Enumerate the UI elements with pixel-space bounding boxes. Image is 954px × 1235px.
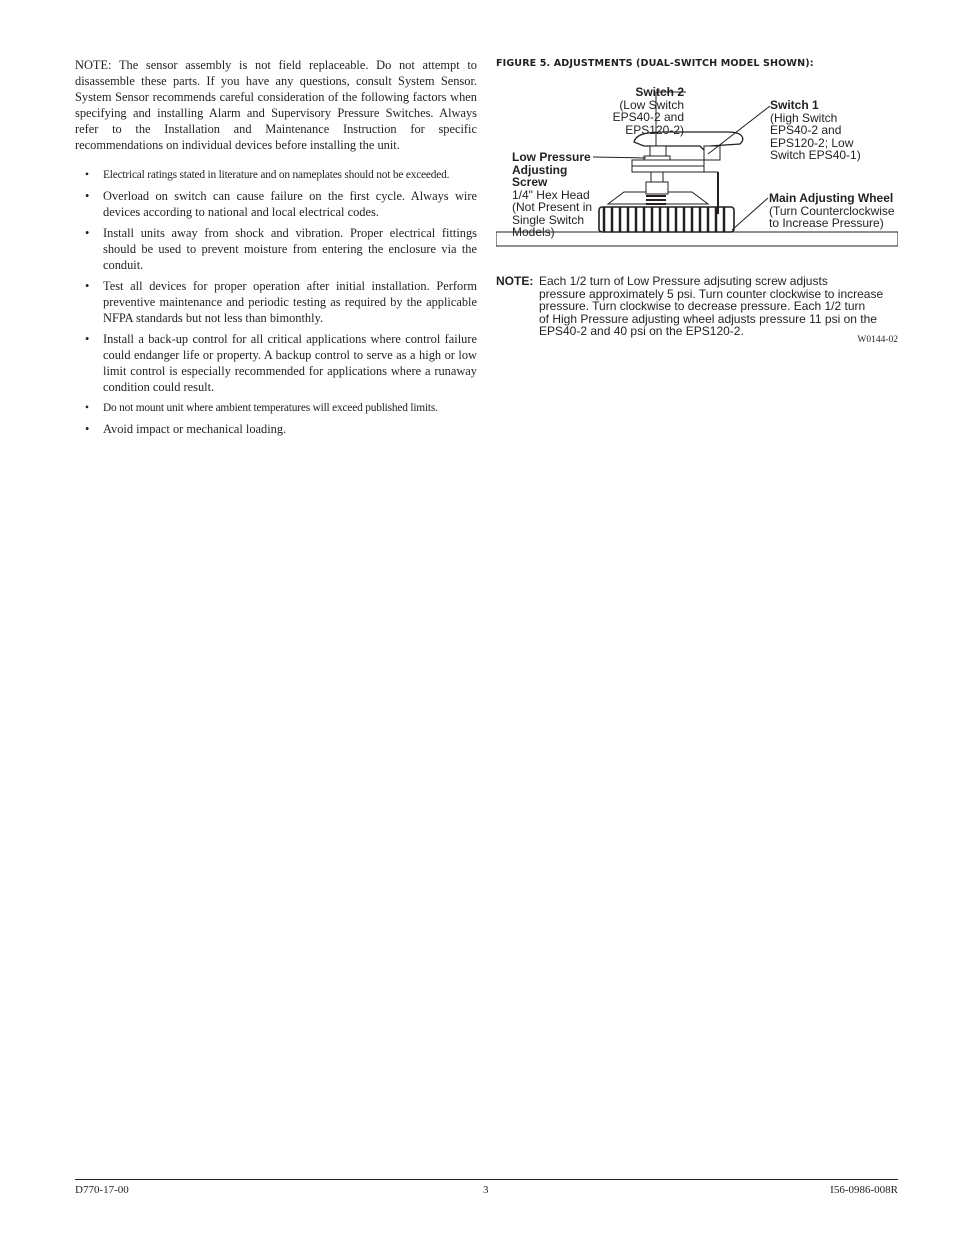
list-item: • Install a back-up control for all critical applications where control failure could endanger life or property. A backup control to serve as a high or low limit control is especially recommended for applications where a runaway condition could result. (85, 332, 477, 394)
bullet-icon: • (85, 226, 90, 240)
footer-doc-number: D770-17-00 (75, 1184, 129, 1196)
list-item: • Test all devices for proper operation after initial installation. Perform preventive maintenance and periodic testing as required by the applicable NFPA standards but not less than bimonthly. (85, 279, 477, 325)
list-item: • Overload on switch can cause failure on the first cycle. Always wire devices according to national and local electrical codes. (85, 189, 477, 219)
low-pressure-leader (593, 157, 646, 158)
figure-title: FIGURE 5. ADJUSTMENTS (DUAL-SWITCH MODEL SHOWN): (496, 58, 814, 69)
wheel-leader (732, 198, 768, 230)
footer-divider (75, 1179, 898, 1180)
switch-1-leader (708, 106, 770, 154)
figure-column (496, 58, 898, 345)
bullet-icon: • (85, 402, 89, 414)
bullet-icon: • (85, 332, 90, 346)
hex-nut (646, 182, 668, 194)
list-item: • Do not mount unit where ambient temperatures will exceed published limits. (85, 402, 438, 414)
main-adjusting-wheel (599, 192, 734, 232)
bullet-icon: • (85, 422, 90, 436)
switch-1-body (704, 146, 720, 160)
bullet-icon: • (85, 279, 90, 293)
low-pressure-screw-label: Low Pressure Adjusting Screw 1/4" Hex Head (Not Present in Single Switch Models) (512, 150, 593, 239)
list-item: • Install units away from shock and vibration. Proper electrical fittings should be used to prevent moisture from entering the enclosure via the conduit. (85, 226, 477, 272)
figure-note (496, 275, 898, 338)
footer-part-number: I56-0986-008R (830, 1184, 898, 1196)
list-item: • Electrical ratings stated in literature and on nameplates should not be exceeded. (85, 169, 450, 181)
bracket (632, 160, 704, 166)
list-item: • Avoid impact or mechanical loading. (85, 422, 287, 436)
bullet-icon: • (85, 189, 90, 203)
note-text: Each 1/2 turn of Low Pressure adjsuting screw adjusts pressure approximately 5 psi. Turn counter clockwise to increase pressure. Turn clockwise to decrease pressure. Each 1/2 turn of High Pressure adjusting wheel adjusts pressure 11 psi on the EPS40-2 and 40 psi on the EPS120-2. (539, 274, 884, 338)
main-wheel-label: Main Adjusting Wheel (Turn Counterclockwise to Increase Pressure) (769, 191, 895, 230)
page-number: 3 (483, 1184, 489, 1196)
bullet-icon: • (85, 169, 89, 181)
switch-2-label: Switch 2 (Low Switch EPS40-2 and EPS120-2) (612, 85, 684, 137)
precautions-list (75, 167, 477, 437)
sensor-note-paragraph: NOTE: The sensor assembly is not field replaceable. Do not attempt to disassemble these parts. If you have any questions, consult System Sensor. System Sensor recommends careful consideration of the following factors when specifying and installing Alarm and Supervisory Pressure Switches. Always refer to the Installation and Maintenance Instruction for specific recommendations on individual devices before installing the unit. (75, 58, 477, 152)
figure-code: W0144-02 (857, 335, 898, 345)
adjustments-figure (496, 80, 898, 270)
switch-1-label: Switch 1 (High Switch EPS40-2 and EPS120-2; Low Switch EPS40-1) (770, 98, 861, 162)
low-pressure-screw (650, 146, 666, 156)
note-label: NOTE: (496, 274, 534, 288)
left-column (75, 57, 477, 442)
